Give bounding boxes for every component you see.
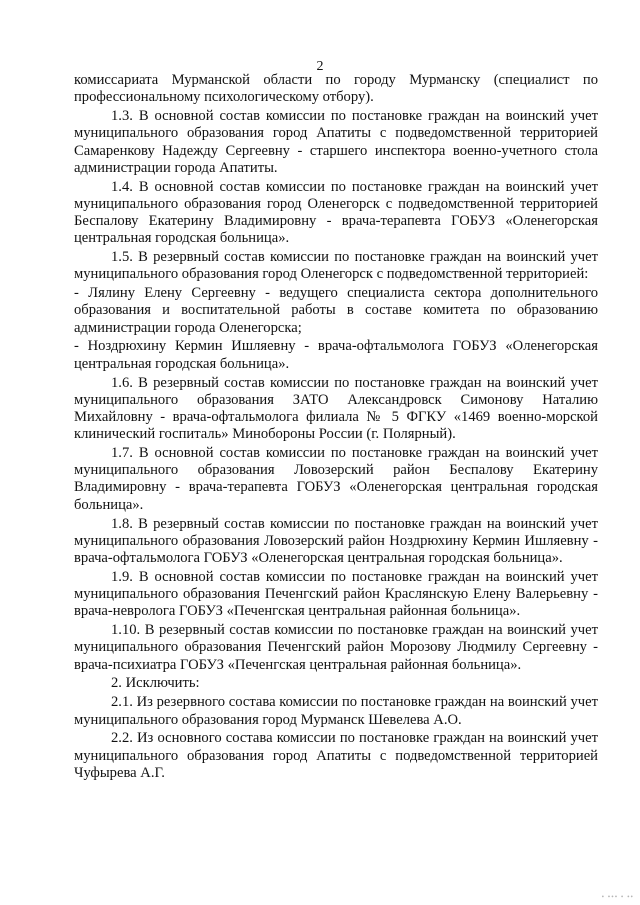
paragraph-2: 2. Исключить: [111, 675, 200, 692]
paragraph-1-4: 1.4. В основной состав комиссии по постановке граждан на воинский учет муниципального образования город Оленегорск с подведомственной территорией Беспалову Екатерину Владимировну - врача-терапевта ГОБУЗ «Оленегорская центральная городская больница». [74, 178, 598, 247]
list-item-nozdryukhina: - Ноздрюхину Кермин Ишляевну - врача-офтальмолога ГОБУЗ «Оленегорская центральная городская больница». [74, 338, 598, 372]
paragraph-1-8: 1.8. В резервный состав комиссии по постановке граждан на воинский учет муниципального образования Ловозерский район Ноздрюхину Кермин Ишляевну - врача-офтальмолога ГОБУЗ «Оленегорская центральная городская больница». [74, 515, 598, 566]
paragraph-1-3: 1.3. В основной состав комиссии по постановке граждан на воинский учет муниципального образования город Апатиты с подведомственной территорией Самаренкову Надежду Сергеевну - старшего инспектора военно-учетного стола администрации города Апатиты. [74, 108, 598, 176]
paragraph-1-7: 1.7. В основной состав комиссии по постановке граждан на воинский учет муниципального образования Ловозерский район Беспалову Екатерину Владимировну - врача-терапевта ГОБУЗ «Оленегорская центральная городская больница». [74, 445, 598, 513]
paragraph-1-10: 1.10. В резервный состав комиссии по постановке граждан на воинский учет муниципального образования Печенгский район Морозову Людмилу Сергеевну - врача-психиатра ГОБУЗ «Печенгская центральная районная больница». [74, 622, 598, 673]
paragraph-2-2: 2.2. Из основного состава комиссии по постановке граждан на воинский учет муниципального образования город Апатиты с подведомственной территорией Чуфырева А.Г. [74, 730, 598, 781]
document-body [74, 72, 598, 784]
list-item-lyalina: - Лялину Елену Сергеевну - ведущего специалиста сектора дополнительного образования и воспитательной работы в составе комитета по образованию администрации города Оленегорска; [74, 285, 598, 336]
scan-artifact: • ••• • •• [601, 893, 634, 901]
page-number: 2 [316, 59, 324, 74]
paragraph-1-5: 1.5. В резервный состав комиссии по постановке граждан на воинский учет муниципального образования город Оленегорск с подведомственной территорией: [74, 249, 598, 283]
paragraph-2-1: 2.1. Из резервного состава комиссии по постановке граждан на воинский учет муниципального образования город Мурманск Шевелева А.О. [74, 694, 598, 728]
paragraph-continuation: комиссариата Мурманской области по городу Мурманску (специалист по профессиональному психологическому отбору). [74, 72, 598, 106]
paragraph-1-9: 1.9. В основной состав комиссии по постановке граждан на воинский учет муниципального образования Печенгский район Краслянскую Елену Валерьевну - врача-невролога ГОБУЗ «Печенгская центральная районная больница». [74, 568, 598, 620]
paragraph-1-6: 1.6. В резервный состав комиссии по постановке граждан на воинский учет муниципального образования ЗАТО Александровск Симонову Наталию Михайловну - врача-офтальмолога филиала № 5 ФГКУ «1469 военно-морской клинический госпиталь» Минобороны России (г. Полярный). [74, 374, 598, 443]
